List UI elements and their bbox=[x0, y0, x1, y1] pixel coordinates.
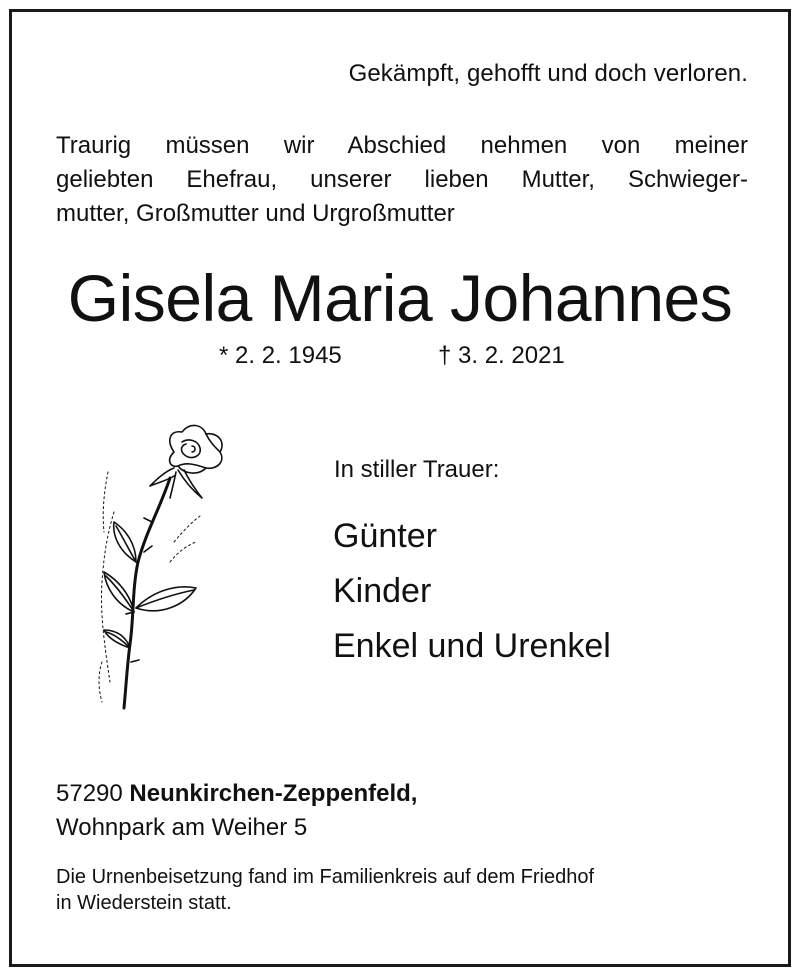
note-line: in Wiederstein statt. bbox=[56, 892, 232, 914]
deceased-name: Gisela Maria Johannes bbox=[67, 261, 733, 335]
note-line: Die Urnenbeisetzung fand im Familienkreis auf dem Friedhof bbox=[56, 866, 595, 888]
mourner-name: Günter bbox=[333, 517, 437, 555]
address bbox=[56, 777, 417, 845]
intro-line: Traurig müssen wir Abschied nehmen von meiner bbox=[56, 132, 748, 159]
mourning-label: In stiller Trauer: bbox=[334, 456, 500, 483]
burial-note bbox=[56, 864, 594, 916]
rose-icon bbox=[74, 412, 244, 712]
mourner-name: Enkel und Urenkel bbox=[333, 627, 611, 665]
death-date: † 3. 2. 2021 bbox=[438, 342, 565, 369]
obituary-frame bbox=[9, 9, 791, 967]
address-city-line bbox=[56, 777, 417, 811]
intro-text bbox=[56, 129, 748, 231]
city: Neunkirchen-Zeppenfeld, bbox=[129, 780, 418, 807]
postal-code: 57290 bbox=[56, 780, 123, 807]
mourner-name: Kinder bbox=[333, 572, 432, 610]
mourners-list bbox=[333, 509, 611, 674]
birth-date: * 2. 2. 1945 bbox=[219, 342, 342, 369]
motto: Gekämpft, gehofft und doch verloren. bbox=[348, 60, 748, 87]
street: Wohnpark am Weiher 5 bbox=[56, 814, 308, 841]
intro-line: mutter, Großmutter und Urgroßmutter bbox=[56, 200, 455, 227]
intro-line: geliebten Ehefrau, unserer lieben Mutter, Schwieger- bbox=[56, 166, 748, 193]
